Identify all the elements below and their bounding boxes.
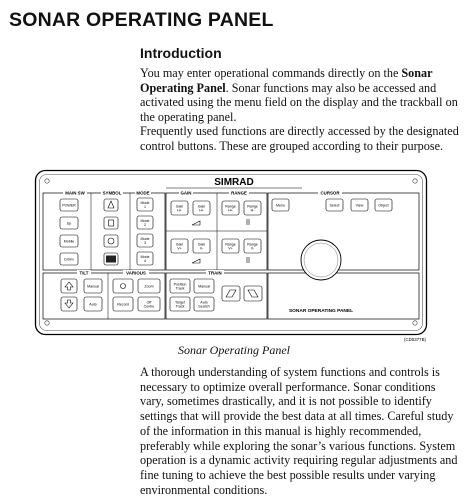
figure-caption: Sonar Operating Panel [178,343,290,357]
tilt-up-button[interactable] [61,279,77,293]
train-target-track-button-label: Target [175,300,185,305]
cursor-menu-button-label: Menu [276,203,285,208]
intro-paragraph-1 [140,66,462,125]
label-cursor: CURSOR [320,190,340,196]
label-main-sw: MAIN SW [65,190,85,196]
gain-bottom-button-0-label: Gain [175,242,184,247]
mode-button-1-label: Mode [140,200,150,205]
mode-button-1-label: 1 [144,204,146,209]
mode-button-4-label: 4 [144,258,146,263]
various-zoom-button-label: Zoom [144,284,154,289]
mode-button-3-label: 3 [144,240,146,245]
train-position-track-button-label: Track [175,286,185,291]
various-icon-button[interactable] [113,279,133,293]
various-off-centre-button-label: Centre [143,304,155,309]
cursor-select-button-label: Select [329,203,340,208]
tilt-manual-button-label: Manual [87,284,99,289]
main-sw-button-2-label: Mobile [63,239,75,244]
main-sw-button-0-label: POWER [62,203,76,208]
range-top-button-0-label: Range [225,204,236,209]
section-heading-introduction: Introduction [140,45,222,61]
symbol-square-button[interactable] [104,217,118,229]
intro-bold-sonar-operating-panel: Sonar Operating Panel [140,66,433,95]
page-title: SONAR OPERATING PANEL [9,9,274,31]
gain-top-button-0-label: Gain [175,204,184,209]
gain-bottom-button-1-label: V- [199,246,204,251]
intro-paragraph-2: Frequently used functions are directly accessed by the designated control buttons. These are grouped according to their purpose. [140,124,459,153]
tilt-auto-button-label: Auto [89,302,97,307]
cursor-object-button-label: Object [378,203,389,208]
range-bottom-button-0-label: V+ [228,246,233,251]
trackball[interactable] [301,240,341,280]
range-bottom-button-1-label: V- [250,246,255,251]
range-bottom-button-0-label: Range [225,242,236,247]
label-mode: MODE [136,190,150,196]
range-bottom-button-1-label: Range [247,242,258,247]
various-record-button-label: Record [117,302,129,307]
range-top-button-0-label: H+ [228,208,233,213]
cursor-view-button-label: View [355,203,364,208]
intro-text-a: You may enter operational commands directly on the [140,66,402,80]
label-symbol: SYMBOL [102,190,122,196]
gain-top-button-1-label: H+ [199,208,204,213]
train-auto-search-button-label: Auto [200,300,208,305]
main-sw-button-1-label: Up [66,221,72,226]
train-auto-search-button-label: Search [198,304,210,309]
symbol-circle-button[interactable] [104,235,118,247]
gain-bottom-button-1-label: Gain [197,242,206,247]
panel-name-label: SONAR OPERATING PANEL [288,309,354,314]
gain-bottom-button-0-label: V+ [177,246,182,251]
mode-button-3-label: Mode [140,236,150,241]
range-top-button-1-label: Range [247,204,258,209]
label-tilt: TILT [79,270,89,276]
gain-top-button-0-label: H+ [177,208,182,213]
various-off-centre-button-label: Off [146,300,152,305]
grid-icon [106,256,116,263]
intro-text-b: . Sonar functions may also be accessed and activated using the menu field on the display and the trackball on the operating panel. [140,80,458,125]
label-various: VARIOUS [126,270,146,276]
label-range: RANGE [231,190,247,196]
label-gain: GAIN [180,190,192,196]
brand-logo: SIMRAD [214,177,254,188]
figure-id: (CD5377B) [404,337,426,342]
train-target-track-button-label: Track [175,304,185,309]
mode-button-4-label: Mode [140,254,150,259]
train-left-button[interactable] [222,286,240,301]
train-manual-button-label: Manual [198,284,210,289]
label-train: TRAIN [208,270,222,276]
mode-button-2-label: Mode [140,218,150,223]
train-right-button[interactable] [244,286,262,301]
main-sw-button-3-label: Dimm [64,257,74,262]
train-position-track-button-label: Position [173,282,187,287]
sonar-operating-panel-diagram [34,169,428,343]
mode-button-2-label: 2 [144,222,146,227]
tilt-down-button[interactable] [61,297,77,311]
gain-top-button-1-label: Gain [197,204,206,209]
range-top-button-1-label: H- [250,208,255,213]
body-paragraph: A thorough understanding of system functions and controls is necessary to optimize overall performance. Sonar conditions vary, sometimes drastically, and it is not possible to identify settings that will provide the best data at all times. Careful study of the information in this manual is highly recommended, preferably while exploring the sonar’s various functions. System operation is a dynamic activity requiring regular adjustments and fine tuning to achieve the best possible results under varying environmental conditions. [140,365,458,497]
